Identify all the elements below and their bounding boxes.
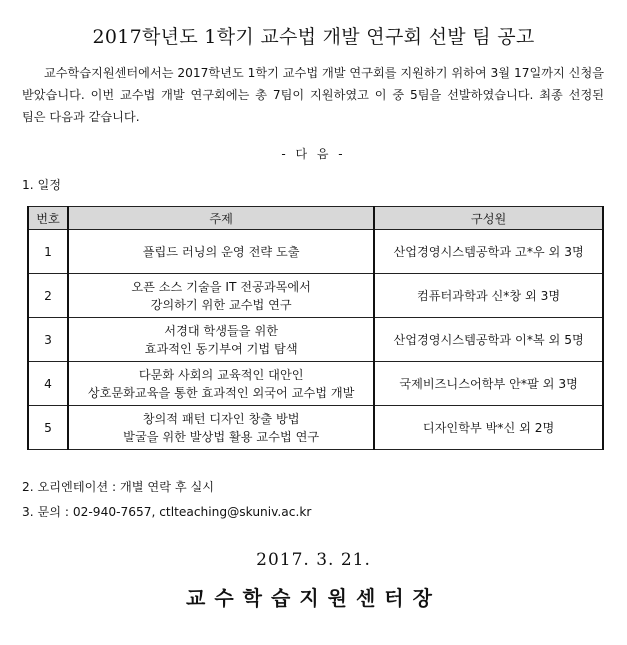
- row-members: 국제비즈니스어학부 안*팔 외 3명: [374, 362, 603, 406]
- row-theme: [68, 230, 374, 274]
- notice-date: 2017. 3. 21.: [256, 550, 371, 570]
- document-title: 2017학년도 1학기 교수법 개발 연구회 선발 팀 공고: [92, 26, 535, 48]
- row-theme-line-1: 오픈 소스 기술을 IT 전공과목에서: [131, 279, 311, 294]
- issuer-signature: 교수학습지원센터장: [186, 586, 441, 610]
- row-theme: [68, 362, 374, 406]
- row-members: 컴퓨터과학과 신*창 외 3명: [374, 274, 603, 318]
- row-number: 1: [28, 230, 68, 274]
- row-theme-line-2: 효과적인 동기부여 기법 탐색: [144, 341, 298, 356]
- row-theme: [68, 406, 374, 450]
- row-members: 디자인학부 박*신 외 2명: [374, 406, 603, 450]
- intro-paragraph: 교수학습지원센터에서는 2017학년도 1학기 교수법 개발 연구회를 지원하기 위하여 3월 17일까지 신청을 받았습니다. 이번 교수법 개발 연구회에는 총 7팀이 지원하였고 이 중 5팀을 선발하였습니다. 최종 선정된 팀은 다음과 같습니다.: [22, 66, 604, 124]
- table-row: [28, 318, 603, 362]
- row-theme-line-2: 상호문화교육을 통한 효과적인 외국어 교수법 개발: [87, 385, 355, 400]
- row-theme-line-1: 플립드 러닝의 운영 전략 도출: [142, 244, 300, 259]
- table-row: [28, 230, 603, 274]
- table-row: [28, 362, 603, 406]
- row-number: 4: [28, 362, 68, 406]
- row-theme: [68, 274, 374, 318]
- row-theme-line-1: 창의적 패턴 디자인 창출 방법: [142, 411, 300, 426]
- row-theme: [68, 318, 374, 362]
- section-1-label: 1. 일정: [22, 178, 62, 192]
- dagum-heading: - 다 음 -: [281, 147, 346, 161]
- header-number: 번호: [28, 207, 68, 230]
- row-members: 산업경영시스템공학과 고*우 외 3명: [374, 230, 603, 274]
- row-theme-line-1: 서경대 학생들을 위한: [164, 323, 279, 338]
- row-theme-line-2: 발굴을 위한 발상법 활용 교수법 연구: [123, 429, 320, 444]
- section-2-orientation: 2. 오리엔테이션 : 개별 연락 후 실시: [22, 480, 215, 494]
- row-members: 산업경영시스템공학과 이*복 외 5명: [374, 318, 603, 362]
- row-theme-line-2: 강의하기 위한 교수법 연구: [150, 297, 292, 312]
- row-number: 3: [28, 318, 68, 362]
- header-members: 구성원: [374, 207, 603, 230]
- row-theme-line-1: 다문화 사회의 교육적인 대안인: [138, 367, 304, 382]
- row-number: 2: [28, 274, 68, 318]
- section-3-contact: 3. 문의 : 02-940-7657, ctlteaching@skuniv.ac.kr: [22, 505, 312, 519]
- schedule-table: [27, 206, 604, 450]
- table-row: [28, 406, 603, 450]
- row-number: 5: [28, 406, 68, 450]
- table-header-row: [28, 207, 603, 230]
- header-theme: 주제: [68, 207, 374, 230]
- table-row: [28, 274, 603, 318]
